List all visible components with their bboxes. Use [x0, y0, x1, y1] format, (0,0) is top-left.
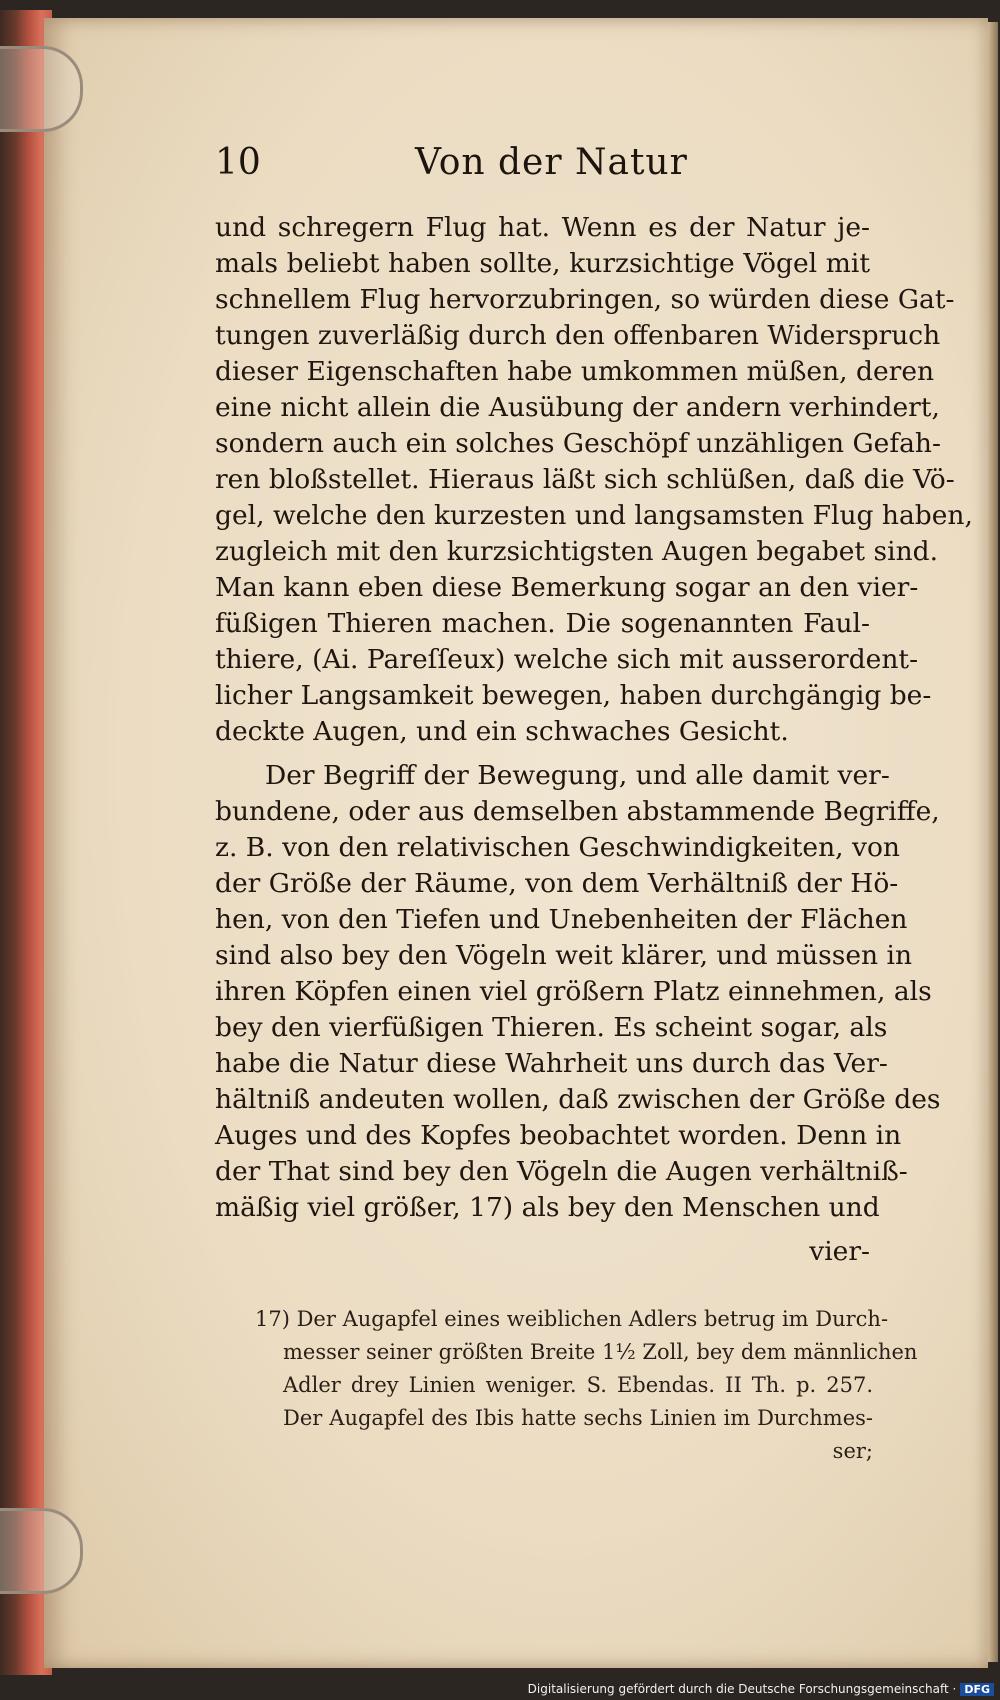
footnote-line: 17) Der Augapfel eines weiblichen Adlers betrug im Durch-: [255, 1307, 889, 1331]
page-number: 10: [215, 142, 261, 183]
text-line: bundene, oder aus demselben abstammende Begriffe,: [215, 796, 940, 827]
text-line: sind also bey den Vögeln weit klärer, und müssen in: [215, 940, 913, 971]
paragraph-1: [215, 210, 973, 750]
text-line: hältniß andeuten wollen, daß zwischen der Größe des: [215, 1084, 941, 1115]
text-line: thiere, (Ai. Pareſſeux) welche sich mit ausserordent-: [215, 644, 919, 675]
text-line: ihren Köpfen einen viel größern Platz einnehmen, als: [215, 976, 932, 1007]
text-line: füßigen Thieren machen. Die sogenannten Faul-: [215, 608, 870, 639]
paragraph-2: [215, 758, 941, 1226]
text-line: mals beliebt haben sollte, kurzsichtige Vögel mit: [215, 248, 870, 279]
dfg-logo: DFG: [960, 1683, 994, 1696]
text-line: der That sind bey den Vögeln die Augen verhältniß-: [215, 1156, 908, 1187]
page-edge: [988, 22, 998, 1662]
digitization-credit: [528, 1682, 994, 1696]
text-line: schnellem Flug hervorzubringen, so würden diese Gat-: [215, 284, 955, 315]
text-line: Der Begriff der Bewegung, und alle damit ver-: [265, 760, 890, 791]
text-line: eine nicht allein die Ausübung der andern verhindert,: [215, 392, 940, 423]
page-clip-top: [0, 46, 83, 132]
text-line: licher Langsamkeit bewegen, haben durchgängig be-: [215, 680, 932, 711]
text-line: ren bloßstellet. Hieraus läßt sich schlüßen, daß die Vö-: [215, 464, 955, 495]
footnote: [255, 1303, 918, 1468]
text-line: dieser Eigenschaften habe umkommen müßen, deren: [215, 356, 935, 387]
text-line: gel, welche den kurzesten und langsamsten Flug haben,: [215, 500, 973, 531]
text-line: der Größe der Räume, von dem Verhältniß der Hö-: [215, 868, 899, 899]
text-line: und schregern Flug hat. Wenn es der Natur je-: [215, 212, 870, 243]
running-head: Von der Natur: [415, 142, 688, 183]
footnote-line: messer seiner größten Breite 1½ Zoll, bey dem männlichen: [283, 1340, 918, 1364]
text-line: sondern auch ein solches Geschöpf unzähligen Gefah-: [215, 428, 941, 459]
page-clip-bottom: [0, 1508, 83, 1594]
text-line: deckte Augen, und ein schwaches Gesicht.: [215, 716, 789, 747]
text-line: z. B. von den relativischen Geschwindigkeiten, von: [215, 832, 901, 863]
text-line: Auges und des Kopfes beobachtet worden. Denn in: [215, 1120, 902, 1151]
footnote-line: ser;: [832, 1439, 873, 1463]
page-header: [215, 142, 870, 192]
text-line: hen, von den Tiefen und Unebenheiten der Flächen: [215, 904, 908, 935]
text-line: Man kann eben diese Bemerkung sogar an den vier-: [215, 572, 919, 603]
footnote-line: Adler drey Linien weniger. S. Ebendas. II Th. p. 257.: [283, 1373, 873, 1397]
catchword: vier-: [809, 1236, 870, 1267]
text-line: mäßig viel größer, 17) als bey den Menschen und: [215, 1192, 880, 1223]
text-line: tungen zuverläßig durch den offenbaren Widerspruch: [215, 320, 941, 351]
footnote-line: Der Augapfel des Ibis hatte sechs Linien im Durchmes-: [283, 1406, 873, 1430]
credit-text: Digitalisierung gefördert durch die Deutsche Forschungsgemeinschaft ·: [527, 1682, 957, 1696]
text-line: bey den vierfüßigen Thieren. Es scheint sogar, als: [215, 1012, 888, 1043]
text-line: habe die Natur diese Wahrheit uns durch das Ver-: [215, 1048, 888, 1079]
text-line: zugleich mit den kurzsichtigsten Augen begabet sind.: [215, 536, 939, 567]
